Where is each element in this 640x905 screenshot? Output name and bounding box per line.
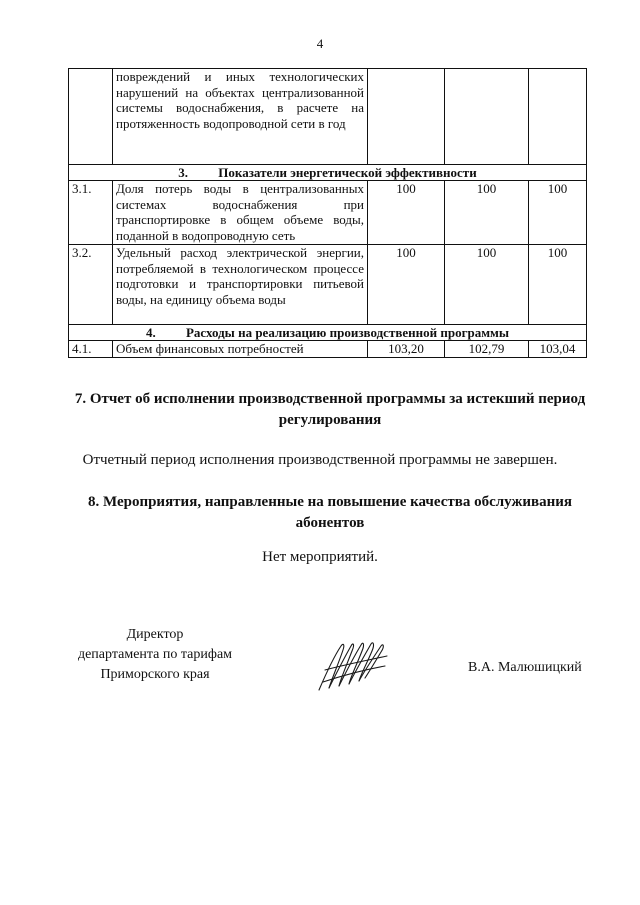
section-number: 3. [178,165,189,180]
handwritten-signature [315,636,390,694]
row-number-cell: 4.1. [69,341,113,358]
section-8-heading: 8. Мероприятия, направленные на повышение качества обслуживания абонентов [87,494,572,531]
section-row [69,325,587,341]
program-table [68,68,587,358]
signatory-title-line: Директор [126,627,184,642]
value-cell: 100 [368,245,445,325]
row-number-cell: 3.1. [69,181,113,245]
value-cell: 100 [368,181,445,245]
page-number: 4 [316,36,324,51]
indicator-cell: повреждений и иных технологических нарушений на объектах централизованной системы водоснабжения, в расчете на протяженность водопроводной сети в год [113,69,368,165]
table-row [69,341,587,358]
section-number: 4. [145,325,156,340]
table-row [69,181,587,245]
section-header-cell [69,325,587,341]
row-number-cell: 3.2. [69,245,113,325]
section-8-text: Нет мероприятий. [262,549,378,565]
signatory-title-line: Приморского края [100,667,210,682]
indicator-cell: Доля потерь воды в централизованных системах водоснабжения при транспортировке в общем объеме воды, поданной в водопроводную сеть [113,181,368,245]
value-cell: 103,04 [529,341,587,358]
indicator-cell: Объем финансовых потребностей [113,341,368,358]
indicator-cell: Удельный расход электрической энергии, потребляемой в технологическом процессе подготовки и транспортировки питьевой воды, на единицу объема воды [113,245,368,325]
value-cell: 100 [445,245,529,325]
section-title: Показатели энергетической эффективности [218,165,477,180]
section-title: Расходы на реализацию производственной программы [185,325,510,340]
signatory-name: В.А. Малюшицкий [468,660,582,675]
value-cell [368,69,445,165]
table-row [69,245,587,325]
signatory-title-line: департамента по тарифам [77,647,233,662]
section-7-text: Отчетный период исполнения производственной программы не завершен. [82,452,558,468]
value-cell: 102,79 [445,341,529,358]
value-cell: 103,20 [368,341,445,358]
value-cell [529,69,587,165]
value-cell: 100 [529,245,587,325]
section-7-heading: 7. Отчет об исполнении производственной программы за истекший период регулирования [74,391,586,428]
value-cell [445,69,529,165]
section-header-cell [69,165,587,181]
row-number-cell [69,69,113,165]
table-row [69,69,587,165]
section-row [69,165,587,181]
value-cell: 100 [529,181,587,245]
value-cell: 100 [445,181,529,245]
signatory-title [60,625,250,685]
